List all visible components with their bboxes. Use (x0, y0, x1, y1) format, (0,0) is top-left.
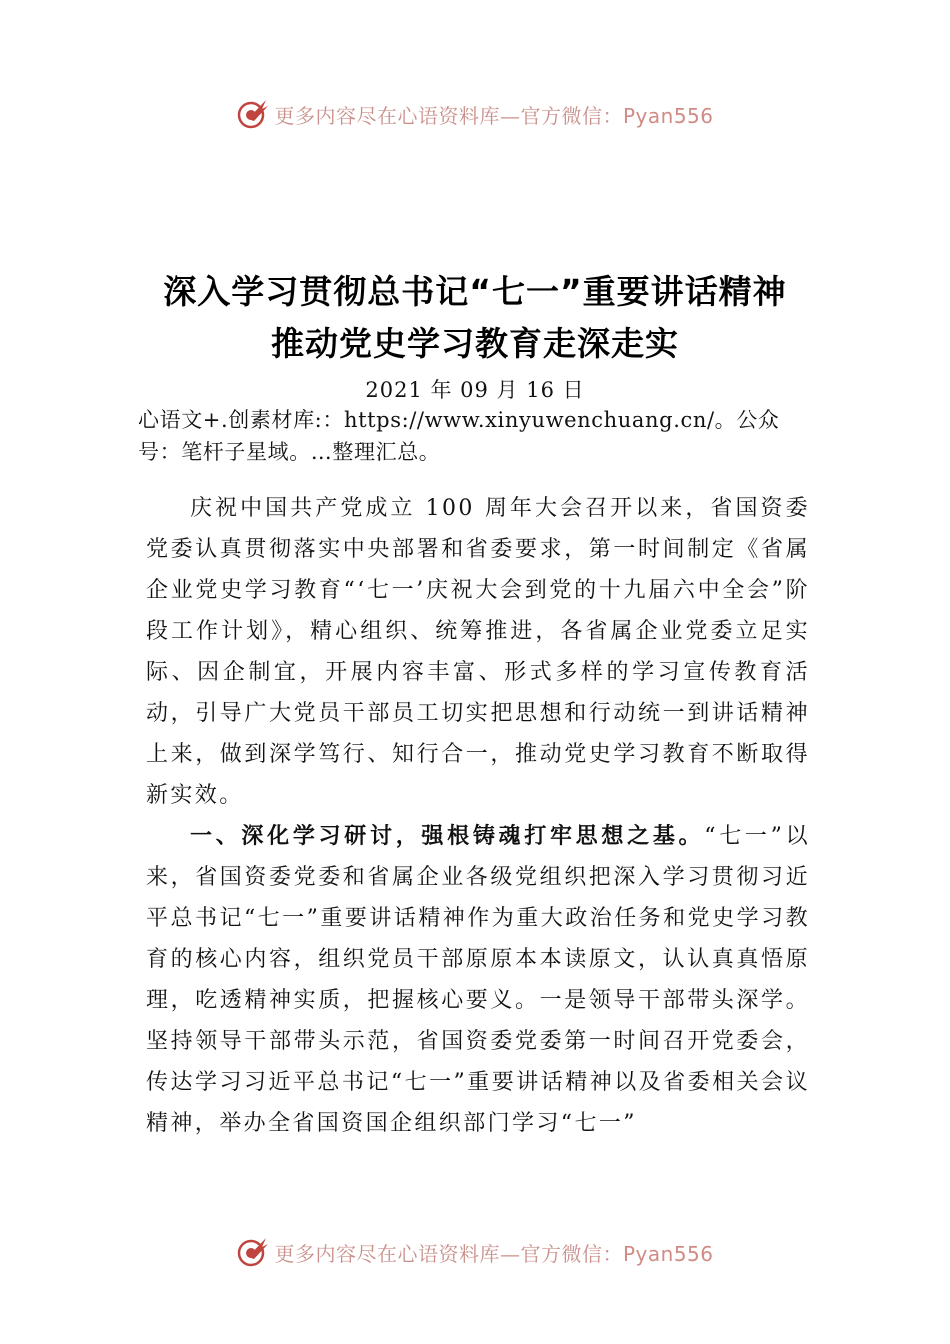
source-note: 心语文+.创素材库:：https://www.xinyuwenchuang.cn/。公众号：笔杆子星域。…整理汇总。 (138, 408, 780, 464)
document-title-line-1: 深入学习贯彻总书记“七一”重要讲话精神 (163, 272, 787, 311)
section-1-heading: 一、深化学习研讨，强根铸魂打牢思想之基。 (190, 823, 705, 849)
document-date: 2021 年 09 月 16 日 (365, 378, 585, 402)
paragraph-intro: 庆祝中国共产党成立 100 周年大会召开以来，省国资委党委认真贯彻落实中央部署和省委要求，第一时间制定《省属企业党史学习教育“‘七一’庆祝大会到党的十九届六中全会”阶段工作计划》，精心组织、统筹推进，各省属企业党委立足实际、因企制宜，开展内容丰富、形式多样的学习宣传教育活动，引导广大党员干部员工切实把思想和行动统一到讲话精神上来，做到深学笃行、知行合一，推动党史学习教育不断取得新实效。 (146, 496, 810, 808)
quill-logo-icon (236, 1235, 270, 1269)
paragraph-section-1 (146, 816, 810, 1144)
wechat-id: Pyan556 (622, 1241, 714, 1266)
header-watermark-banner (0, 92, 950, 136)
document-title-line-2: 推动党史学习教育走深走实 (271, 324, 679, 363)
banner-text: 更多内容尽在心语资料库—官方微信：Pyan556 (274, 103, 714, 128)
quill-logo-icon (236, 97, 270, 131)
document-body (146, 488, 810, 1144)
wechat-id: Pyan556 (622, 103, 714, 128)
banner-text: 更多内容尽在心语资料库—官方微信：Pyan556 (274, 1241, 714, 1266)
footer-watermark-banner (0, 1230, 950, 1274)
section-1-text: “七一”以来，省国资委党委和省属企业各级党组织把深入学习贯彻习近平总书记“七一”重要讲话精神作为重大政治任务和党史学习教育的核心内容，组织党员干部原原本本读原文，认认真真悟原理，吃透精神实质，把握核心要义。一是领导干部带头深学。坚持领导干部带头示范，省国资委党委第一时间召开党委会，传达学习习近平总书记“七一”重要讲话精神以及省委相关会议精神，举办全省国资国企组织部门学习“七一” (146, 824, 810, 1136)
